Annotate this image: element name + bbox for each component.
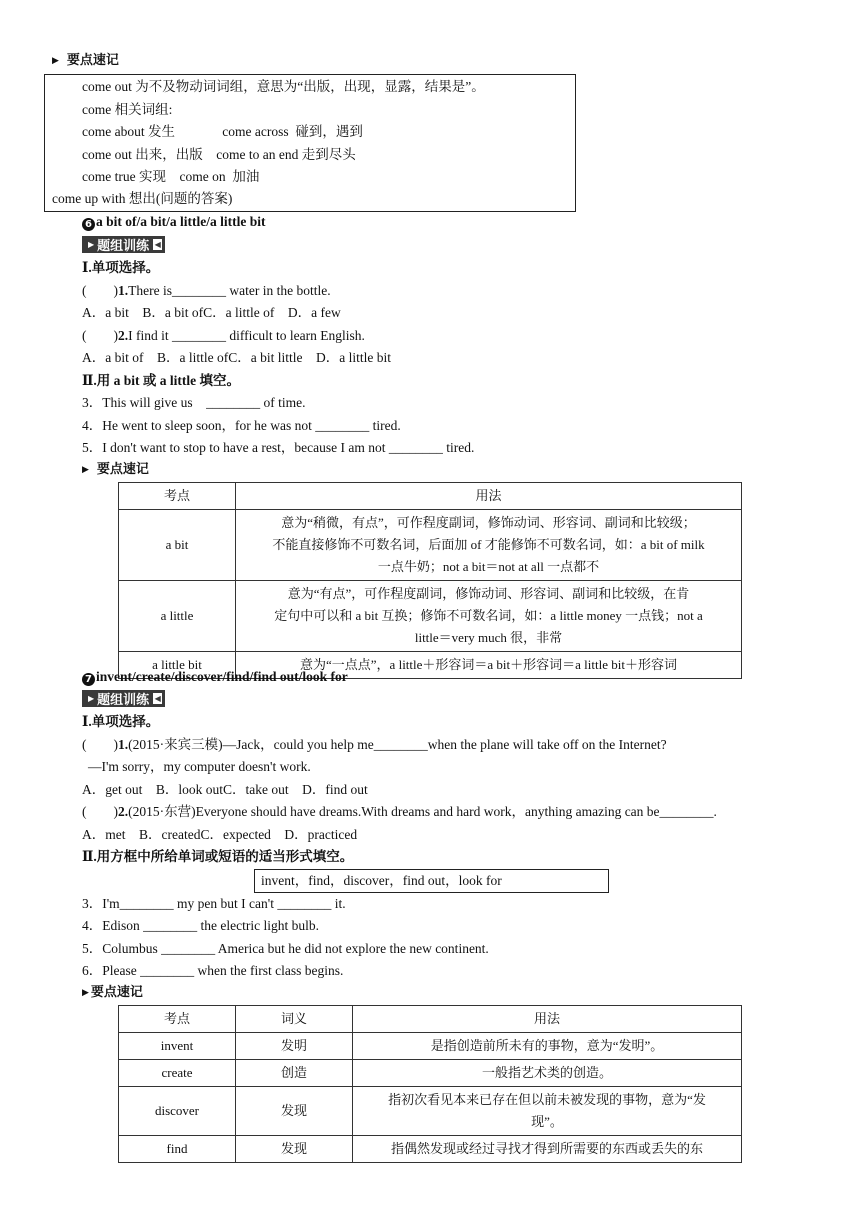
table-row bbox=[119, 1136, 742, 1163]
word-box-text: invent，find，discover，find out，look for bbox=[261, 873, 502, 888]
table-row bbox=[119, 1033, 742, 1060]
fill-question: 5．Columbus ________ America but he did not explore the new continent. bbox=[82, 941, 489, 956]
table-header: 词义 bbox=[236, 1006, 353, 1033]
table-row bbox=[119, 1087, 742, 1136]
triangle-left-icon: ◀ bbox=[154, 694, 161, 703]
summary-line: come out 为不及物动词词组，意思为“出版，出现，显露，结果是”。 bbox=[82, 79, 485, 94]
summary-line: come true 实现 come on 加油 bbox=[82, 169, 260, 184]
question: ( )2.I find it ________ difficult to learn English. bbox=[82, 328, 365, 343]
part-heading: Ⅰ.单项选择。 bbox=[82, 714, 160, 729]
question: ( )1.(2015·来宾三模)—Jack，could you help me________when the plane will take off on the Internet? bbox=[82, 737, 667, 752]
triangle-bullet-icon: ▶ bbox=[52, 56, 59, 66]
section-heading: ▶ 要点速记 bbox=[82, 462, 149, 477]
section-heading: ▶ 要点速记 bbox=[82, 985, 143, 1000]
fill-question: 3．This will give us ________ of time. bbox=[82, 395, 306, 410]
options: A．met B．createdC．expected D．practiced bbox=[82, 827, 358, 842]
table-cell-term: a bit bbox=[119, 510, 236, 581]
triangle-right-icon: ▶ bbox=[88, 694, 95, 703]
practice-banner: ▶ 题组训练 ◀ bbox=[82, 690, 165, 707]
table-cell-usage: 是指创造前所未有的事物，意为“发明”。 bbox=[353, 1033, 742, 1060]
table-header: 用法 bbox=[353, 1006, 742, 1033]
section-heading: ▶ 要点速记 bbox=[52, 53, 119, 68]
part-heading: Ⅱ.用 a bit 或 a little 填空。 bbox=[82, 373, 241, 388]
table-cell-term: discover bbox=[119, 1087, 236, 1136]
triangle-bullet-icon: ▶ bbox=[82, 988, 89, 998]
table-cell-meaning: 创造 bbox=[236, 1060, 353, 1087]
table-cell-term: a little bbox=[119, 581, 236, 652]
section-title: 6 a bit of/a bit/a little/a little bit bbox=[82, 212, 265, 232]
table-header-row bbox=[119, 1006, 742, 1033]
summary-line: come 相关词组: bbox=[82, 102, 173, 117]
table-cell-usage: 一般指艺术类的创造。 bbox=[353, 1060, 742, 1087]
options: A．a bit B．a bit ofC．a little of D．a few bbox=[82, 305, 341, 320]
table-cell-usage: 意为“有点”，可作程度副词，修饰动词、形容词、副词和比较级，在肯 定句中可以和 a bit 互换；修饰不可数名词，如：a little money 一点钱；not a little＝very much 很，非常 bbox=[236, 581, 742, 652]
usage-table bbox=[118, 482, 742, 679]
table-cell-usage: 指初次看见本来已存在但以前未被发现的事物，意为“发 现”。 bbox=[353, 1087, 742, 1136]
fill-question: 4．Edison ________ the electric light bulb. bbox=[82, 918, 319, 933]
table-cell-term: create bbox=[119, 1060, 236, 1087]
fill-question: 5．I don't want to stop to have a rest，because I am not ________ tired. bbox=[82, 440, 475, 455]
usage-table bbox=[118, 1005, 742, 1163]
options: A．a bit of B．a little ofC．a bit little D．a little bit bbox=[82, 350, 391, 365]
table-header: 考点 bbox=[119, 1006, 236, 1033]
practice-banner: ▶ 题组训练 ◀ bbox=[82, 236, 165, 253]
options: A．get out B．look outC．take out D．find out bbox=[82, 782, 368, 797]
table-cell-term: a little bit bbox=[119, 652, 236, 679]
fill-question: 6．Please ________ when the first class begins. bbox=[82, 963, 344, 978]
table-row bbox=[119, 581, 742, 652]
number-badge: 7 bbox=[82, 673, 95, 686]
table-header: 用法 bbox=[236, 483, 742, 510]
table-cell-usage: 意为“一点点”，a little＋形容词＝a bit＋形容词＝a little bit＋形容词 bbox=[236, 652, 742, 679]
number-badge: 6 bbox=[82, 218, 95, 231]
triangle-right-icon: ▶ bbox=[88, 240, 95, 249]
table-cell-meaning: 发明 bbox=[236, 1033, 353, 1060]
summary-line: come out 出来，出版 come to an end 走到尽头 bbox=[82, 147, 356, 162]
summary-line: come about 发生 come across 碰到，遇到 bbox=[82, 124, 363, 139]
table-cell-term: find bbox=[119, 1136, 236, 1163]
part-heading: Ⅱ.用方框中所给单词或短语的适当形式填空。 bbox=[82, 849, 354, 864]
reply: —I'm sorry，my computer doesn't work. bbox=[88, 759, 311, 774]
triangle-bullet-icon: ▶ bbox=[82, 465, 89, 475]
table-cell-usage: 意为“稍微，有点”，可作程度副词，修饰动词、形容词、副词和比较级； 不能直接修饰不可数名词，后面加 of 才能修饰不可数名词，如：a bit of milk 一点牛奶；not a bit＝not at all 一点都不 bbox=[236, 510, 742, 581]
section-title: 7 invent/create/discover/find/find out/look for bbox=[82, 667, 348, 687]
fill-question: 3．I'm________ my pen but I can't ________ it. bbox=[82, 896, 346, 911]
table-cell-meaning: 发现 bbox=[236, 1136, 353, 1163]
question: ( )2.(2015·东营)Everyone should have dreams.With dreams and hard work，anything amazing can be________. bbox=[82, 804, 717, 819]
table-cell-meaning: 发现 bbox=[236, 1087, 353, 1136]
fill-question: 4．He went to sleep soon，for he was not ________ tired. bbox=[82, 418, 401, 433]
table-row bbox=[119, 1060, 742, 1087]
summary-line: come up with 想出(问题的答案) bbox=[52, 191, 233, 206]
table-cell-term: invent bbox=[119, 1033, 236, 1060]
question: ( )1.There is________ water in the bottle. bbox=[82, 283, 331, 298]
table-header: 考点 bbox=[119, 483, 236, 510]
triangle-left-icon: ◀ bbox=[154, 240, 161, 249]
table-row bbox=[119, 510, 742, 581]
part-heading: Ⅰ.单项选择。 bbox=[82, 260, 160, 275]
table-header-row bbox=[119, 483, 742, 510]
table-cell-usage: 指偶然发现或经过寻找才得到所需要的东西或丢失的东 bbox=[353, 1136, 742, 1163]
